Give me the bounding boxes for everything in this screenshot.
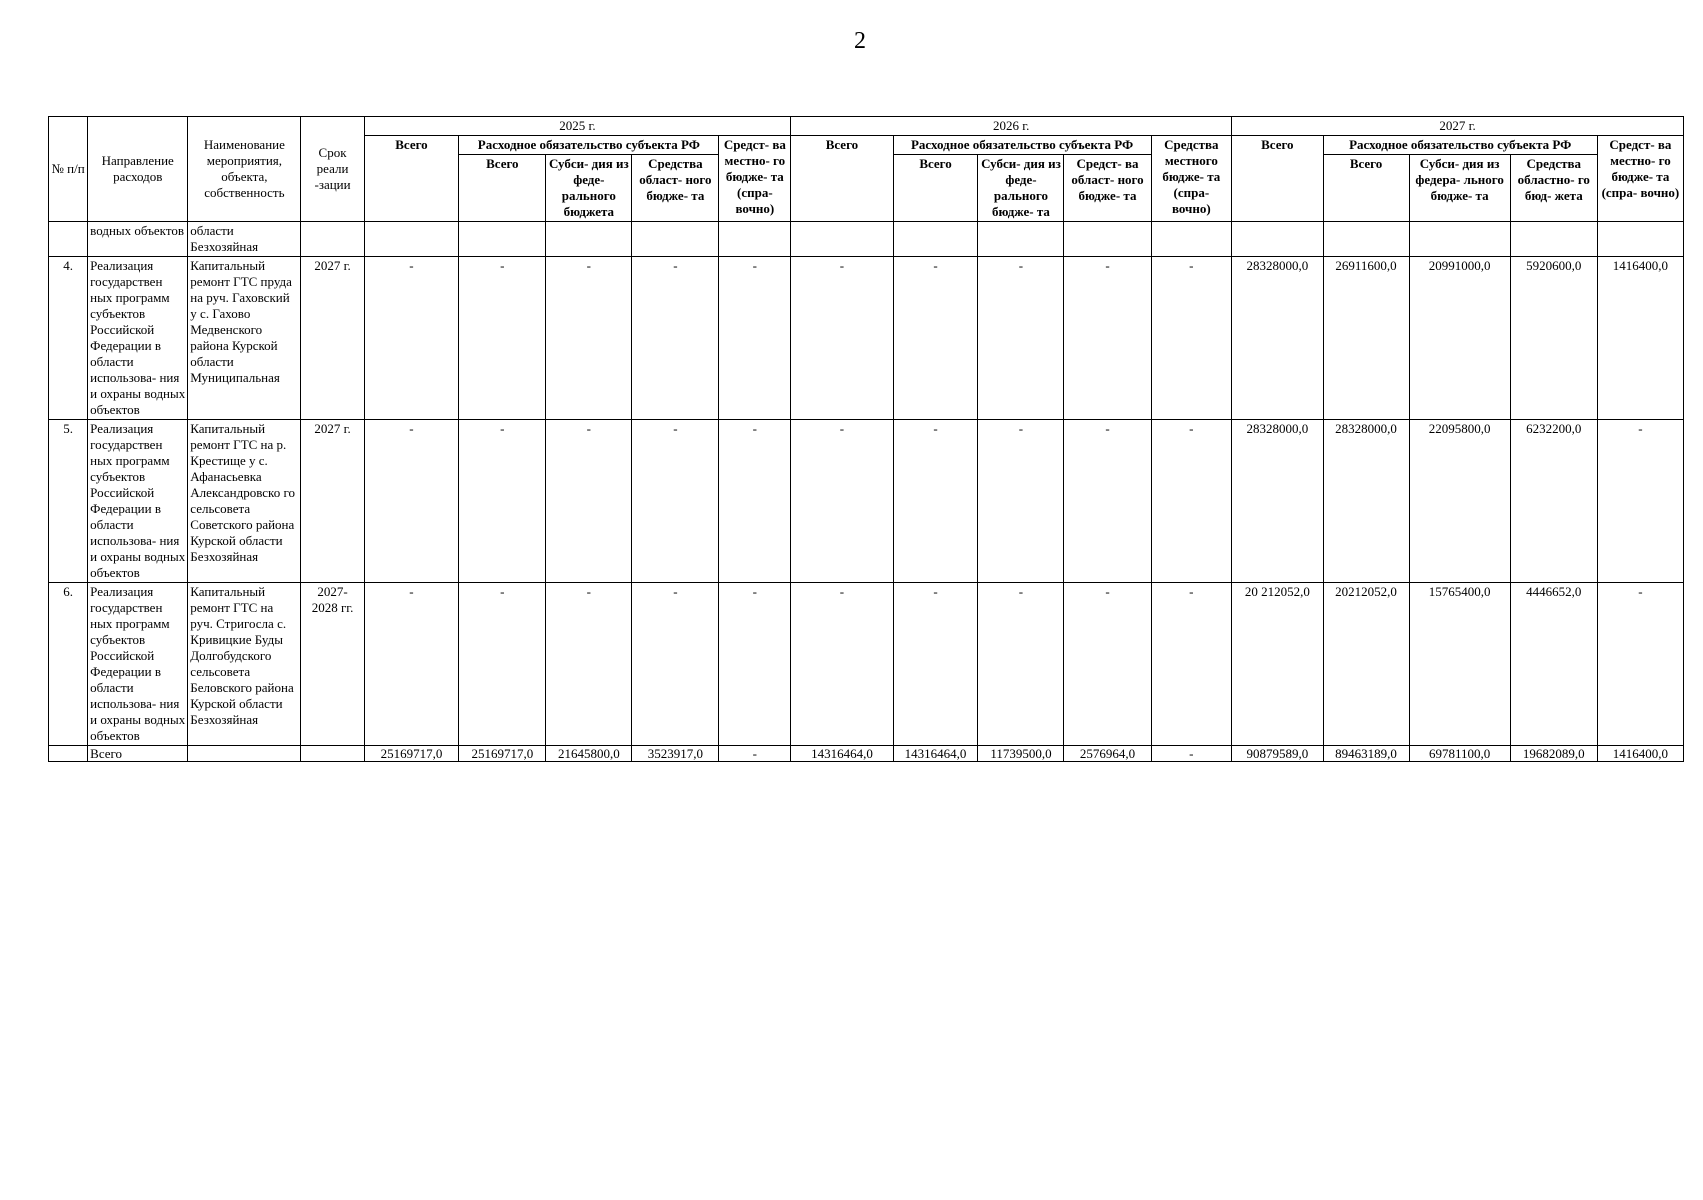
row-direction: Реализация государствен ных программ субъектов Российской Федерации в области использова- ния и охраны водных объектов — [88, 420, 188, 583]
cell-value: - — [546, 583, 632, 746]
header-fed-2025: Субси- дия из феде- рального бюджета — [546, 155, 632, 222]
cell-value: 20991000,0 — [1409, 257, 1510, 420]
total-value: 19682089,0 — [1510, 746, 1597, 762]
cell-value: - — [632, 257, 719, 420]
total-value: 69781100,0 — [1409, 746, 1510, 762]
page-number: 2 — [854, 28, 866, 54]
row-no: 4. — [49, 257, 88, 420]
cell-value: 5920600,0 — [1510, 257, 1597, 420]
total-term — [301, 746, 364, 762]
cell-value: - — [1151, 583, 1232, 746]
cell-value: - — [1064, 583, 1151, 746]
cell-value: - — [1151, 420, 1232, 583]
cell-value: - — [978, 420, 1064, 583]
cell-value: 26911600,0 — [1323, 257, 1409, 420]
cell-value: - — [546, 257, 632, 420]
cell-value: 1416400,0 — [1597, 257, 1683, 420]
table-row — [49, 257, 1684, 420]
total-label: Всего — [88, 746, 188, 762]
header-name: Наименование мероприятия, объекта, собственность — [188, 117, 301, 222]
cell-value: - — [1064, 420, 1151, 583]
header-term: Срок реали -зации — [301, 117, 364, 222]
row-term: 2027- 2028 гг. — [301, 583, 364, 746]
total-value: 25169717,0 — [364, 746, 459, 762]
table-row — [49, 583, 1684, 746]
row-term: 2027 г. — [301, 420, 364, 583]
cell-value: - — [632, 583, 719, 746]
header-reg-2027: Средства областно- го бюд- жета — [1510, 155, 1597, 222]
cell-value: 15765400,0 — [1409, 583, 1510, 746]
total-value: 11739500,0 — [978, 746, 1064, 762]
row-term: 2027 г. — [301, 257, 364, 420]
row-no: 6. — [49, 583, 88, 746]
cell-value: - — [1597, 583, 1683, 746]
total-value: - — [1151, 746, 1232, 762]
header-year-2027: 2027 г. — [1232, 117, 1684, 136]
cell-value: - — [893, 583, 978, 746]
total-value: 14316464,0 — [893, 746, 978, 762]
header-local-2025: Средст- ва местно- го бюдже- та (спра- вочно) — [719, 136, 791, 222]
header-reg-2026: Средст- ва област- ного бюдже- та — [1064, 155, 1151, 222]
cell-value: - — [893, 420, 978, 583]
continuation-name: области Безхозяйная — [188, 222, 301, 257]
header-year-2025: 2025 г. — [364, 117, 791, 136]
cell-value: - — [459, 583, 546, 746]
cell-value: 4446652,0 — [1510, 583, 1597, 746]
cell-value: - — [546, 420, 632, 583]
total-value: 90879589,0 — [1232, 746, 1323, 762]
cell-value: 28328000,0 — [1232, 257, 1323, 420]
header-sub-total-2026: Всего — [893, 155, 978, 222]
total-no — [49, 746, 88, 762]
continuation-term — [301, 222, 364, 257]
cell-value: - — [719, 583, 791, 746]
cell-value: - — [364, 257, 459, 420]
total-value: 1416400,0 — [1597, 746, 1683, 762]
cell-value: 20212052,0 — [1323, 583, 1409, 746]
row-no: 5. — [49, 420, 88, 583]
cell-value: 28328000,0 — [1232, 420, 1323, 583]
table-row — [49, 420, 1684, 583]
cell-value: 22095800,0 — [1409, 420, 1510, 583]
total-value: 25169717,0 — [459, 746, 546, 762]
header-local-2026: Средства местного бюдже- та (спра- вочно) — [1151, 136, 1232, 222]
header-fed-2026: Субси- дия из феде- рального бюдже- та — [978, 155, 1064, 222]
total-value: 2576964,0 — [1064, 746, 1151, 762]
cell-value: - — [893, 257, 978, 420]
header-total-2026: Всего — [791, 136, 893, 222]
row-direction: Реализация государствен ных программ субъектов Российской Федерации в области использова- ния и охраны водных объектов — [88, 257, 188, 420]
total-row — [49, 746, 1684, 762]
total-name — [188, 746, 301, 762]
cell-value: - — [791, 583, 893, 746]
cell-value: - — [632, 420, 719, 583]
cell-value: - — [364, 420, 459, 583]
total-value: 3523917,0 — [632, 746, 719, 762]
header-row-years — [49, 117, 1684, 136]
header-no: № п/п — [49, 117, 88, 222]
cell-value: - — [978, 583, 1064, 746]
cell-value: 28328000,0 — [1323, 420, 1409, 583]
header-direction: Направление расходов — [88, 117, 188, 222]
cell-value: 20 212052,0 — [1232, 583, 1323, 746]
budget-table — [48, 116, 1684, 762]
cell-value: - — [719, 420, 791, 583]
header-sub-total-2027: Всего — [1323, 155, 1409, 222]
row-name: Капитальный ремонт ГТС на руч. Стригосла с. Кривицкие Буды Долгобудского сельсовета Беловского района Курской области Безхозяйная — [188, 583, 301, 746]
cell-value: - — [459, 257, 546, 420]
header-obligation-2025: Расходное обязательство субъекта РФ — [459, 136, 719, 155]
header-fed-2027: Субси- дия из федера- льного бюдже- та — [1409, 155, 1510, 222]
header-obligation-2026: Расходное обязательство субъекта РФ — [893, 136, 1151, 155]
total-value: 89463189,0 — [1323, 746, 1409, 762]
cell-value: - — [791, 420, 893, 583]
total-value: - — [719, 746, 791, 762]
header-reg-2025: Средства област- ного бюдже- та — [632, 155, 719, 222]
header-year-2026: 2026 г. — [791, 117, 1232, 136]
continuation-row — [49, 222, 1684, 257]
row-direction: Реализация государствен ных программ субъектов Российской Федерации в области использова- ния и охраны водных объектов — [88, 583, 188, 746]
cell-value: - — [719, 257, 791, 420]
cell-value: - — [791, 257, 893, 420]
continuation-direction: водных объектов — [88, 222, 188, 257]
row-name: Капитальный ремонт ГТС на р. Крестище у с. Афанасьевка Александровско го сельсовета Советского района Курской области Безхозяйная — [188, 420, 301, 583]
cell-value: - — [1151, 257, 1232, 420]
cell-value: - — [459, 420, 546, 583]
total-value: 21645800,0 — [546, 746, 632, 762]
header-obligation-2027: Расходное обязательство субъекта РФ — [1323, 136, 1597, 155]
continuation-no — [49, 222, 88, 257]
cell-value: - — [978, 257, 1064, 420]
cell-value: 6232200,0 — [1510, 420, 1597, 583]
header-total-2027: Всего — [1232, 136, 1323, 222]
total-value: 14316464,0 — [791, 746, 893, 762]
cell-value: - — [364, 583, 459, 746]
cell-value: - — [1064, 257, 1151, 420]
header-local-2027: Средст- ва местно- го бюдже- та (спра- вочно) — [1597, 136, 1683, 222]
cell-value: - — [1597, 420, 1683, 583]
row-name: Капитальный ремонт ГТС пруда на руч. Гаховский у с. Гахово Медвенского района Курской области Муниципальная — [188, 257, 301, 420]
header-sub-total-2025: Всего — [459, 155, 546, 222]
header-total-2025: Всего — [364, 136, 459, 222]
